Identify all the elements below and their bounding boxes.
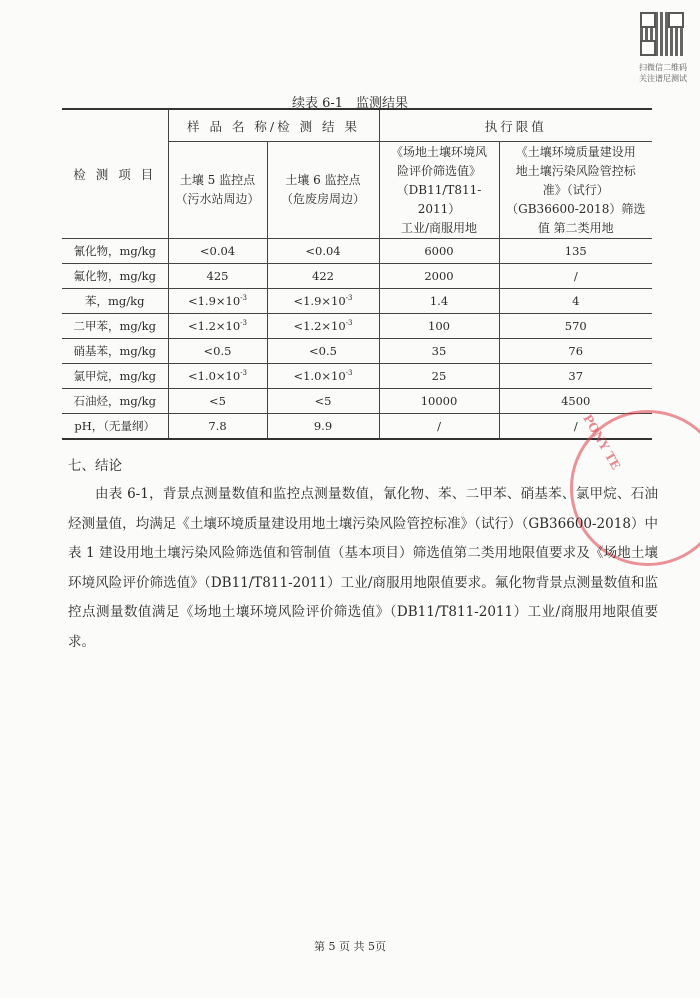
cell-l1: /: [379, 414, 499, 440]
cell-s5: 425: [168, 264, 267, 289]
qr-code: [640, 12, 684, 56]
cell-l2: 135: [499, 239, 652, 264]
table-row: [62, 264, 652, 289]
cell-s6: $<1.0\times 10^{-3}$: [267, 364, 379, 389]
cell-s5: 7.8: [168, 414, 267, 440]
cell-item: 硝基苯，mg/kg: [62, 339, 168, 364]
cell-s5: <0.5: [168, 339, 267, 364]
cell-s5: $<1.9\times 10^{-3}$: [168, 289, 267, 314]
cell-s6: 422: [267, 264, 379, 289]
cell-l1: 25: [379, 364, 499, 389]
cell-l1: 1.4: [379, 289, 499, 314]
cell-l2: 37: [499, 364, 652, 389]
table-row: [62, 339, 652, 364]
cell-l2: /: [499, 264, 652, 289]
cell-item: 氰化物，mg/kg: [62, 239, 168, 264]
cell-s5: <0.04: [168, 239, 267, 264]
header-limits: 执行限值: [379, 109, 652, 142]
header-item: 检 测 项 目: [62, 109, 168, 239]
table-row: [62, 364, 652, 389]
cell-item: 石油烃，mg/kg: [62, 389, 168, 414]
cell-s5: $<1.2\times 10^{-3}$: [168, 314, 267, 339]
conclusion-paragraph: 由表 6-1，背景点测量数值和监控点测量数值，氰化物、苯、二甲苯、硝基苯、氯甲烷、石油烃测量值，均满足《土壤环境质量建设用地土壤污染风险管控标准》（试行）（GB36600-2018）中表 1 建设用地土壤污染风险筛选值和管制值（基本项目）筛选值第二类用地限值要求及《场地土壤环境风险评价筛选值》（DB11/T811-2011）工业/商服用地限值要求。氟化物背景点测量数值和监控点测量数值满足《场地土壤环境风险评价筛选值》（DB11/T811-2011）工业/商服用地限值要求。: [68, 486, 658, 650]
page-footer: 第 5 页 共 5页: [314, 940, 386, 953]
cell-l2: /: [499, 414, 652, 440]
company-stamp: PONY TE: [570, 410, 700, 566]
qr-caption-1: 扫微信二维码: [639, 63, 687, 72]
qr-caption-2: 关注谱尼测试: [639, 74, 687, 83]
results-table: [62, 108, 652, 440]
header-sample6: 土壤 6 监控点 （危废房周边）: [267, 142, 379, 239]
cell-s6: <5: [267, 389, 379, 414]
cell-l1: 6000: [379, 239, 499, 264]
cell-l2: 4: [499, 289, 652, 314]
cell-s6: $<1.2\times 10^{-3}$: [267, 314, 379, 339]
cell-l1: 35: [379, 339, 499, 364]
cell-item: 二甲苯，mg/kg: [62, 314, 168, 339]
cell-s5: <5: [168, 389, 267, 414]
cell-l1: 2000: [379, 264, 499, 289]
table-row: [62, 239, 652, 264]
header-limit1: 《场地土壤环境风 险评价筛选值》 （DB11/T811-2011） 工业/商服用地: [379, 142, 499, 239]
cell-s6: <0.04: [267, 239, 379, 264]
table-row: [62, 389, 652, 414]
cell-item: 氯甲烷，mg/kg: [62, 364, 168, 389]
header-limit2: 《土壤环境质量建设用 地土壤污染风险管控标 准》（试行） （GB36600-2018）筛选 值 第二类用地: [499, 142, 652, 239]
table-row: [62, 414, 652, 440]
table-row: [62, 289, 652, 314]
header-sample5: 土壤 5 监控点 （污水站周边）: [168, 142, 267, 239]
table-title: 续表 6-1 监测结果: [291, 96, 409, 111]
cell-l1: 100: [379, 314, 499, 339]
cell-s5: $<1.0\times 10^{-3}$: [168, 364, 267, 389]
header-samples: 样 品 名 称/检 测 结 果: [168, 109, 379, 142]
cell-s6: $<1.9\times 10^{-3}$: [267, 289, 379, 314]
cell-item: pH，（无量纲）: [62, 414, 168, 440]
table-row: [62, 314, 652, 339]
cell-l2: 4500: [499, 389, 652, 414]
cell-item: 苯，mg/kg: [62, 289, 168, 314]
cell-item: 氟化物，mg/kg: [62, 264, 168, 289]
section-heading: 七、结论: [68, 458, 122, 474]
cell-l2: 76: [499, 339, 652, 364]
cell-l1: 10000: [379, 389, 499, 414]
cell-s6: <0.5: [267, 339, 379, 364]
cell-s6: 9.9: [267, 414, 379, 440]
qr-caption: [628, 62, 698, 84]
cell-l2: 570: [499, 314, 652, 339]
